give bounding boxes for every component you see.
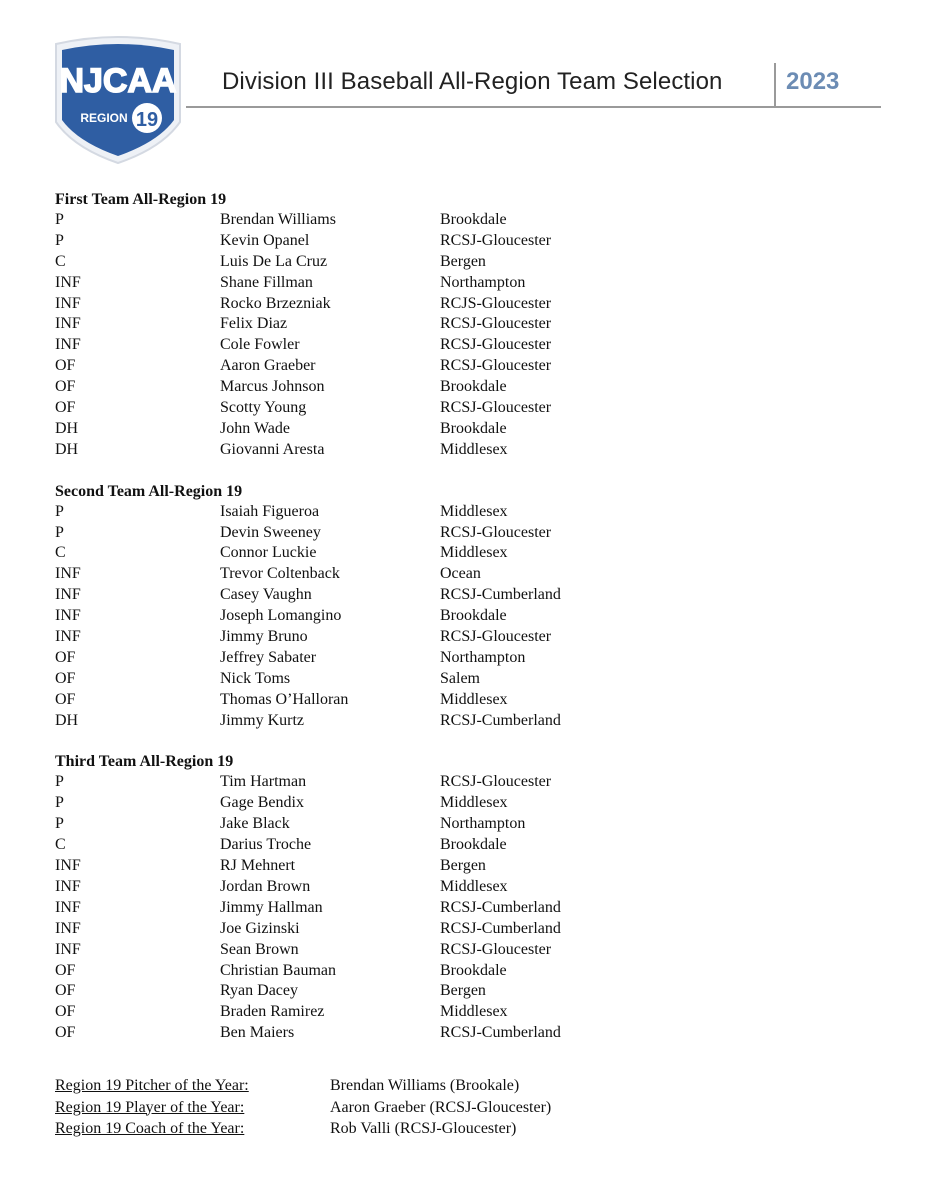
position-cell: INF (55, 919, 81, 937)
player-row (55, 856, 655, 877)
player-row (55, 231, 655, 252)
player-name-cell: Jeffrey Sabater (220, 648, 317, 666)
school-cell: RCSJ-Cumberland (440, 711, 561, 729)
player-name-cell: Felix Diaz (220, 315, 288, 333)
player-name-cell: Cole Fowler (220, 336, 300, 354)
position-cell: OF (55, 669, 76, 687)
school-cell: Northampton (440, 648, 526, 666)
player-name-cell: Connor Luckie (220, 544, 317, 562)
player-name-cell: Isaiah Figueroa (220, 502, 320, 520)
player-row (55, 981, 655, 1002)
player-row (55, 648, 655, 669)
position-cell: OF (55, 982, 76, 1000)
position-cell: OF (55, 357, 76, 375)
player-name-cell: Scotty Young (220, 399, 307, 417)
school-cell: RCSJ-Gloucester (440, 315, 552, 333)
position-cell: C (55, 544, 66, 562)
school-cell: Northampton (440, 273, 526, 291)
position-cell: P (55, 815, 64, 833)
player-name-cell: Casey Vaughn (220, 586, 312, 604)
player-row (55, 627, 655, 648)
player-name-cell: Jimmy Bruno (220, 628, 308, 646)
section-title: Third Team All-Region 19 (55, 753, 234, 771)
position-cell: OF (55, 1024, 76, 1042)
player-name-cell: Nick Toms (220, 669, 291, 687)
player-name-cell: Christian Bauman (220, 961, 336, 979)
position-cell: P (55, 523, 64, 541)
player-row (55, 772, 655, 793)
player-name-cell: Tim Hartman (220, 773, 307, 791)
school-cell: RCSJ-Cumberland (440, 1024, 561, 1042)
position-cell: DH (55, 419, 79, 437)
school-cell: Bergen (440, 982, 486, 1000)
header-divider (774, 63, 776, 107)
logo-wordmark: NJCAA (59, 62, 177, 100)
school-cell: RCSJ-Gloucester (440, 336, 552, 354)
player-row (55, 919, 655, 940)
logo-region-label: REGION (80, 111, 128, 125)
position-cell: DH (55, 711, 79, 729)
player-row (55, 543, 655, 564)
player-name-cell: Kevin Opanel (220, 231, 310, 249)
player-row (55, 440, 655, 461)
school-cell: Middlesex (440, 877, 508, 895)
school-cell: Middlesex (440, 502, 508, 520)
player-row (55, 377, 655, 398)
team-section (55, 481, 655, 732)
position-cell: INF (55, 877, 81, 895)
position-cell: OF (55, 648, 76, 666)
position-cell: P (55, 502, 64, 520)
player-row (55, 273, 655, 294)
player-row (55, 606, 655, 627)
position-cell: INF (55, 628, 81, 646)
position-cell: P (55, 773, 64, 791)
position-cell: INF (55, 565, 81, 583)
player-name-cell: John Wade (220, 419, 290, 437)
school-cell: Salem (440, 669, 480, 687)
position-cell: C (55, 252, 66, 270)
player-name-cell: Trevor Coltenback (220, 565, 340, 583)
player-row (55, 210, 655, 231)
player-row (55, 877, 655, 898)
player-name-cell: Joe Gizinski (220, 919, 300, 937)
player-row (55, 961, 655, 982)
position-cell: P (55, 231, 64, 249)
player-name-cell: Ben Maiers (220, 1024, 295, 1042)
position-cell: OF (55, 690, 76, 708)
player-row (55, 711, 655, 732)
school-cell: RCSJ-Gloucester (440, 773, 552, 791)
player-name-cell: Jake Black (220, 815, 290, 833)
position-cell: OF (55, 378, 76, 396)
document-year: 2023 (786, 68, 840, 95)
player-name-cell: Joseph Lomangino (220, 607, 342, 625)
player-name-cell: Luis De La Cruz (220, 252, 328, 270)
player-row (55, 835, 655, 856)
award-winner: Aaron Graeber (RCSJ-Gloucester) (330, 1098, 552, 1116)
team-section (55, 189, 655, 461)
player-name-cell: Marcus Johnson (220, 378, 325, 396)
school-cell: Ocean (440, 565, 481, 583)
player-name-cell: Thomas O’Halloran (220, 690, 349, 708)
school-cell: Middlesex (440, 794, 508, 812)
player-name-cell: Gage Bendix (220, 794, 304, 812)
award-row (55, 1097, 655, 1119)
school-cell: RCSJ-Gloucester (440, 231, 552, 249)
position-cell: INF (55, 273, 81, 291)
position-cell: INF (55, 336, 81, 354)
team-selections (55, 189, 655, 1064)
award-winner: Rob Valli (RCSJ-Gloucester) (330, 1120, 517, 1137)
player-name-cell: Jordan Brown (220, 877, 311, 895)
school-cell: Bergen (440, 857, 486, 875)
award-label: Region 19 Player of the Year: (55, 1098, 245, 1116)
school-cell: RCSJ-Gloucester (440, 399, 552, 417)
position-cell: INF (55, 315, 81, 333)
player-row (55, 252, 655, 273)
player-row (55, 690, 655, 711)
player-row (55, 419, 655, 440)
school-cell: Brookdale (440, 378, 507, 396)
njcaa-shield-icon (52, 36, 184, 164)
section-title: Second Team All-Region 19 (55, 482, 243, 500)
school-cell: Bergen (440, 252, 486, 270)
njcaa-region-19-logo (52, 36, 184, 164)
school-cell: Brookdale (440, 836, 507, 854)
award-label: Region 19 Coach of the Year: (55, 1120, 245, 1137)
position-cell: DH (55, 440, 79, 458)
player-row (55, 294, 655, 315)
school-cell: Brookdale (440, 211, 507, 228)
player-row (55, 1002, 655, 1023)
position-cell: INF (55, 607, 81, 625)
position-cell: INF (55, 586, 81, 604)
position-cell: INF (55, 294, 81, 312)
player-row (55, 356, 655, 377)
award-row (55, 1075, 655, 1097)
position-cell: P (55, 794, 64, 812)
position-cell: P (55, 211, 64, 228)
player-name-cell: Jimmy Kurtz (220, 711, 304, 729)
player-name-cell: Devin Sweeney (220, 523, 321, 541)
player-name-cell: RJ Mehnert (220, 857, 296, 875)
player-row (55, 793, 655, 814)
section-title: First Team All-Region 19 (55, 191, 227, 208)
player-name-cell: Sean Brown (220, 940, 299, 958)
position-cell: INF (55, 940, 81, 958)
school-cell: RCSJ-Cumberland (440, 898, 561, 916)
school-cell: Middlesex (440, 544, 508, 562)
player-name-cell: Brendan Williams (220, 211, 336, 228)
position-cell: INF (55, 857, 81, 875)
school-cell: Brookdale (440, 419, 507, 437)
player-name-cell: Braden Ramirez (220, 1003, 325, 1021)
logo-region-number: 19 (135, 109, 159, 131)
player-row (55, 940, 655, 961)
player-row (55, 585, 655, 606)
player-row (55, 314, 655, 335)
player-row (55, 1023, 655, 1044)
player-row (55, 814, 655, 835)
player-name-cell: Jimmy Hallman (220, 898, 323, 916)
school-cell: Brookdale (440, 961, 507, 979)
player-name-cell: Darius Troche (220, 836, 312, 854)
school-cell: Middlesex (440, 440, 508, 458)
player-name-cell: Shane Fillman (220, 273, 313, 291)
player-row (55, 335, 655, 356)
player-name-cell: Aaron Graeber (220, 357, 316, 375)
school-cell: Middlesex (440, 1003, 508, 1021)
document-title: Division III Baseball All-Region Team Selection (222, 68, 723, 95)
position-cell: INF (55, 898, 81, 916)
player-row (55, 523, 655, 544)
player-name-cell: Ryan Dacey (220, 982, 298, 1000)
school-cell: RCSJ-Gloucester (440, 628, 552, 646)
school-cell: Middlesex (440, 690, 508, 708)
school-cell: RCJS-Gloucester (440, 294, 552, 312)
award-winner: Brendan Williams (Brookale) (330, 1077, 520, 1094)
school-cell: RCSJ-Gloucester (440, 357, 552, 375)
player-row (55, 898, 655, 919)
award-row (55, 1118, 655, 1140)
awards-list (55, 1075, 655, 1140)
player-row (55, 669, 655, 690)
player-row (55, 398, 655, 419)
school-cell: Northampton (440, 815, 526, 833)
team-section (55, 751, 655, 1044)
award-label: Region 19 Pitcher of the Year: (55, 1077, 249, 1094)
player-name-cell: Giovanni Aresta (220, 440, 325, 458)
player-row (55, 502, 655, 523)
school-cell: RCSJ-Cumberland (440, 586, 561, 604)
header-underline (186, 106, 881, 108)
position-cell: C (55, 836, 66, 854)
player-row (55, 564, 655, 585)
position-cell: OF (55, 1003, 76, 1021)
school-cell: Brookdale (440, 607, 507, 625)
position-cell: OF (55, 961, 76, 979)
school-cell: RCSJ-Gloucester (440, 523, 552, 541)
player-name-cell: Rocko Brzezniak (220, 294, 331, 312)
school-cell: RCSJ-Cumberland (440, 919, 561, 937)
position-cell: OF (55, 399, 76, 417)
school-cell: RCSJ-Gloucester (440, 940, 552, 958)
